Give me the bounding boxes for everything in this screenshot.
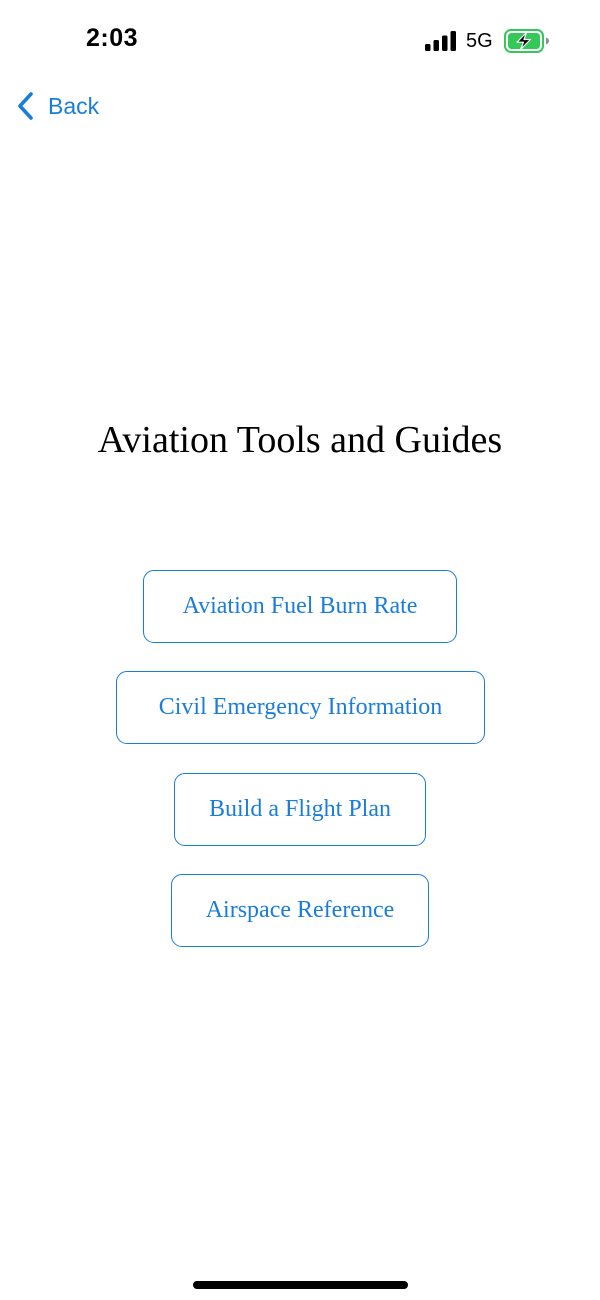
network-type-label: 5G — [466, 30, 493, 52]
page-title: Aviation Tools and Guides — [97, 419, 503, 461]
airspace-reference-button[interactable]: Airspace Reference — [171, 874, 429, 947]
civil-emergency-info-button[interactable]: Civil Emergency Information — [116, 671, 485, 744]
back-button[interactable] — [16, 88, 99, 124]
chevron-left-icon — [16, 91, 36, 121]
build-flight-plan-button[interactable]: Build a Flight Plan — [174, 773, 426, 846]
status-bar — [0, 0, 600, 82]
status-time: 2:03 — [86, 24, 139, 52]
back-button-label: Back — [48, 92, 100, 119]
home-indicator[interactable] — [193, 1281, 408, 1289]
fuel-burn-rate-button[interactable]: Aviation Fuel Burn Rate — [143, 570, 457, 643]
cellular-signal-icon — [425, 31, 457, 51]
battery-charging-icon — [504, 29, 550, 53]
